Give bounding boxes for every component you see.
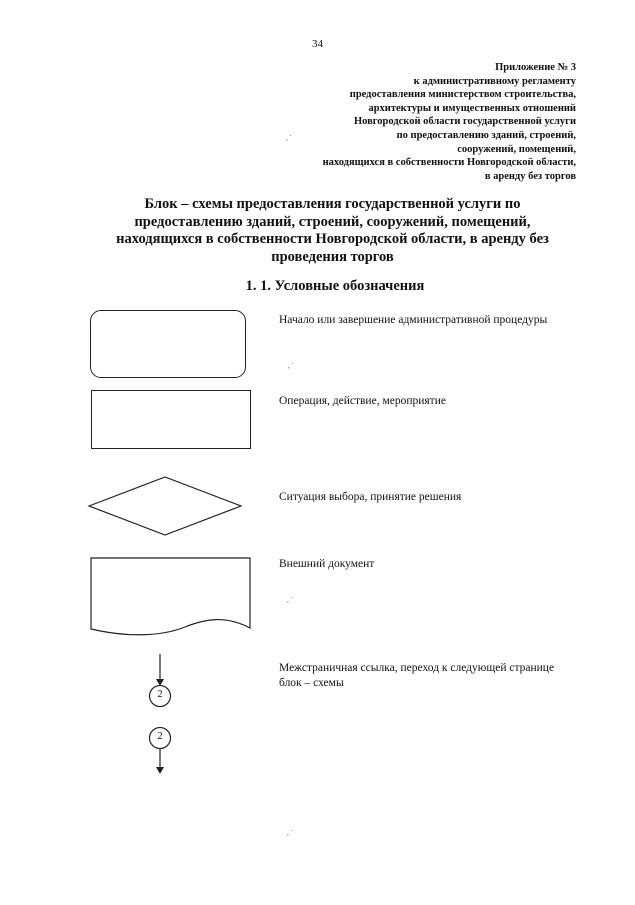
appendix-line: предоставления министерством строительства, (349, 89, 576, 101)
connector-description-line: блок – схемы (279, 676, 344, 689)
title-line: проведения торгов (271, 248, 394, 265)
process-description: Операция, действие, мероприятие (279, 395, 446, 407)
document-symbol (90, 557, 252, 639)
appendix-line: по предоставлению зданий, строений, (396, 129, 576, 141)
scan-speck: , ` (287, 829, 293, 837)
appendix-line: сооружений, помещений, (457, 143, 576, 155)
appendix-line: в аренду без торгов (484, 170, 576, 182)
page-number: 34 (312, 38, 323, 50)
decision-symbol (87, 475, 243, 537)
title-line: предоставлению зданий, строений, сооружений, помещений, (134, 213, 531, 230)
document-title (80, 196, 585, 266)
appendix-line: Приложение № 3 (495, 62, 576, 73)
scan-speck: , ` (286, 134, 292, 142)
scan-speck: , ` (287, 596, 293, 604)
section-title: 1. 1. Условные обозначения (245, 278, 425, 294)
title-line: Блок – схемы предоставления государственной услуги по (144, 196, 521, 212)
connector-description (279, 661, 554, 690)
appendix-header (256, 61, 576, 183)
offpage-connector-symbol (140, 652, 180, 778)
appendix-line: к административному регламенту (413, 75, 576, 87)
terminator-symbol (90, 310, 246, 378)
connector-label-top: 2 (157, 689, 163, 700)
process-symbol (91, 390, 251, 449)
connector-label-bottom: 2 (157, 731, 163, 742)
connector-description-line: Межстраничная ссылка, переход к следующей странице (279, 662, 555, 674)
scan-speck: , ` (288, 362, 294, 370)
appendix-line: находящихся в собственности Новгородской области, (322, 157, 576, 169)
document-description: Внешний документ (279, 558, 375, 570)
appendix-line: Новгородской области государственной услуги (353, 116, 576, 128)
decision-description: Ситуация выбора, принятие решения (279, 491, 462, 503)
title-line: находящихся в собственности Новгородской области, в аренду без (116, 231, 549, 247)
terminator-description: Начало или завершение административной процедуры (279, 314, 548, 326)
appendix-line: архитектуры и имущественных отношений (368, 102, 576, 114)
